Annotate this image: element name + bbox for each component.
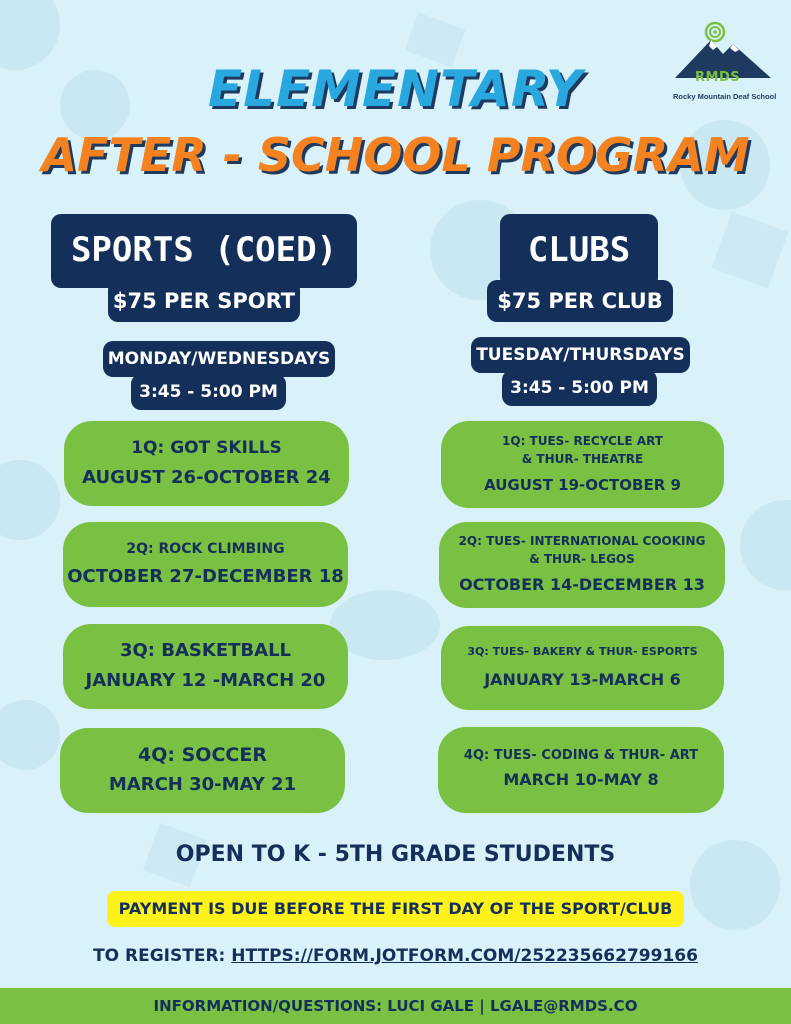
clubs-session-4 [438, 727, 724, 813]
background-ball-icon [0, 460, 60, 540]
session-name: 4Q: TUES- CODING & THUR- ART [463, 748, 699, 763]
session-dates: OCTOBER 27-DECEMBER 18 [67, 565, 344, 587]
session-name-line2: & THUR- LEGOS [529, 552, 635, 566]
register-label: TO REGISTER: [93, 946, 226, 966]
session-dates: JANUARY 13-MARCH 6 [484, 670, 681, 689]
session-name: 1Q: GOT SKILLS [131, 437, 282, 458]
title-after-school-program: AFTER - SCHOOL PROGRAM [41, 128, 750, 182]
session-name: 3Q: BASKETBALL [119, 639, 292, 661]
logo-school-name: Rocky Mountain Deaf School [673, 92, 777, 101]
sports-session-1 [64, 421, 349, 506]
sports-time: 3:45 - 5:00 PM [131, 374, 286, 410]
register-link[interactable]: HTTPS://FORM.JOTFORM.COM/252235662799166 [231, 946, 698, 966]
clubs-session-3 [441, 626, 724, 710]
clubs-session-2 [439, 522, 725, 608]
session-dates: MARCH 10-MAY 8 [503, 770, 659, 789]
sports-days: MONDAY/WEDNESDAYS [103, 341, 335, 377]
clubs-time: 3:45 - 5:00 PM [502, 370, 657, 406]
title-elementary: ELEMENTARY [208, 60, 583, 118]
session-name: 2Q: TUES- INTERNATIONAL COOKING [458, 534, 706, 548]
register-line [0, 946, 791, 966]
session-name: 3Q: TUES- BAKERY & THUR- ESPORTS [467, 645, 698, 658]
sports-session-2 [63, 522, 348, 607]
payment-notice: PAYMENT IS DUE BEFORE THE FIRST DAY OF THE SPORT/CLUB [107, 891, 684, 927]
clubs-heading: CLUBS [500, 214, 658, 288]
footer-contact: INFORMATION/QUESTIONS: LUCI GALE | LGALE@RMDS.CO [0, 988, 791, 1024]
clubs-price: $75 PER CLUB [487, 280, 673, 322]
background-ball-icon [0, 700, 60, 770]
background-checker-icon [712, 212, 789, 289]
session-dates: MARCH 30-MAY 21 [108, 773, 297, 795]
clubs-days: TUESDAY/THURSDAYS [471, 337, 690, 373]
logo-abbreviation: RMDS [695, 70, 741, 85]
session-name: 2Q: ROCK CLIMBING [126, 540, 285, 557]
session-name: 4Q: SOCCER [138, 743, 267, 766]
session-dates: OCTOBER 14-DECEMBER 13 [459, 575, 705, 594]
sports-heading: SPORTS (COED) [51, 214, 357, 288]
session-dates: JANUARY 12 -MARCH 20 [85, 669, 326, 691]
grade-eligibility: OPEN TO K - 5TH GRADE STUDENTS [175, 842, 616, 867]
sports-price: $75 PER SPORT [108, 280, 300, 322]
session-name: 1Q: TUES- RECYCLE ART [502, 433, 663, 448]
background-ball-icon [740, 500, 791, 590]
session-dates: AUGUST 26-OCTOBER 24 [82, 466, 331, 488]
sports-session-4 [60, 728, 345, 813]
session-name-line2: & THUR- THEATRE [521, 451, 644, 466]
session-dates: AUGUST 19-OCTOBER 9 [484, 475, 681, 494]
sports-session-3 [63, 624, 348, 709]
clubs-session-1 [441, 421, 724, 508]
